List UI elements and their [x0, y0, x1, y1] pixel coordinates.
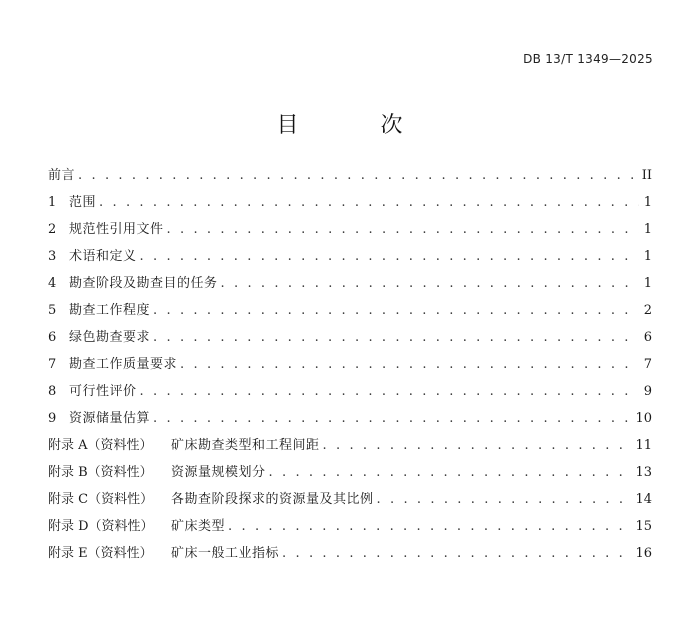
- toc-entry-label: 范围: [69, 195, 97, 210]
- toc-appendix-prefix: 附录 E（资料性）: [48, 546, 153, 561]
- toc-entry-label: 矿床勘查类型和工程间距: [171, 438, 320, 453]
- toc-entry-label: 勘查阶段及勘查目的任务: [69, 276, 218, 291]
- toc-entry-number: 5: [48, 303, 57, 318]
- toc-entry-preface[interactable]: [48, 164, 652, 191]
- toc-leader-dots: [99, 195, 639, 210]
- table-of-contents: [48, 164, 652, 569]
- toc-entry-page: 7: [643, 357, 652, 372]
- toc-entry-label: 勘查工作程度: [69, 303, 151, 318]
- standard-code: DB 13/T 1349—2025: [523, 52, 653, 66]
- toc-entry-section-1[interactable]: [48, 191, 652, 218]
- toc-entry-page: 14: [635, 492, 652, 507]
- toc-entry-section-3[interactable]: [48, 245, 652, 272]
- toc-entry-section-8[interactable]: [48, 380, 652, 407]
- toc-entry-section-7[interactable]: [48, 353, 652, 380]
- toc-entry-page: 1: [643, 222, 652, 237]
- toc-entry-page: 13: [635, 465, 652, 480]
- toc-leader-dots: [377, 492, 633, 507]
- toc-entry-section-9[interactable]: [48, 407, 652, 434]
- toc-entry-page: 11: [635, 438, 652, 453]
- toc-entry-section-6[interactable]: [48, 326, 652, 353]
- toc-appendix-prefix: 附录 B（资料性）: [48, 465, 153, 480]
- toc-entry-section-4[interactable]: [48, 272, 652, 299]
- toc-entry-number: 3: [48, 249, 57, 264]
- toc-appendix-prefix: 附录 D（资料性）: [48, 519, 154, 534]
- toc-leader-dots: [221, 276, 639, 291]
- toc-entry-appendix-d[interactable]: [48, 515, 652, 542]
- toc-entry-label: 各勘查阶段探求的资源量及其比例: [171, 492, 374, 507]
- toc-entry-number: 4: [48, 276, 57, 291]
- toc-entry-page: 1: [643, 195, 652, 210]
- toc-leader-dots: [180, 357, 639, 372]
- toc-entry-appendix-e[interactable]: [48, 542, 652, 569]
- toc-entry-label: 勘查工作质量要求: [69, 357, 178, 372]
- toc-leader-dots: [167, 222, 639, 237]
- toc-entry-section-2[interactable]: [48, 218, 652, 245]
- toc-entry-page: 6: [643, 330, 652, 345]
- toc-entry-label: 术语和定义: [69, 249, 137, 264]
- toc-entry-label: 资源储量估算: [69, 411, 151, 426]
- toc-leader-dots: [269, 465, 633, 480]
- toc-entry-page: 1: [643, 249, 652, 264]
- toc-leader-dots: [228, 519, 632, 534]
- toc-entry-label: 前言: [48, 168, 76, 183]
- toc-entry-number: 1: [48, 195, 57, 210]
- toc-leader-dots: [78, 168, 639, 183]
- toc-entry-page: II: [641, 168, 652, 183]
- toc-leader-dots: [282, 546, 632, 561]
- toc-entry-label: 矿床一般工业指标: [171, 546, 280, 561]
- toc-entry-number: 6: [48, 330, 57, 345]
- toc-leader-dots: [153, 330, 639, 345]
- toc-entry-appendix-b[interactable]: [48, 461, 652, 488]
- toc-title: 目 次: [276, 113, 433, 138]
- toc-entry-label: 规范性引用文件: [69, 222, 164, 237]
- toc-entry-number: 2: [48, 222, 57, 237]
- toc-leader-dots: [153, 303, 639, 318]
- toc-leader-dots: [153, 411, 632, 426]
- toc-appendix-prefix: 附录 C（资料性）: [48, 492, 154, 507]
- toc-leader-dots: [323, 438, 633, 453]
- toc-leader-dots: [140, 384, 639, 399]
- toc-entry-page: 10: [635, 411, 652, 426]
- toc-entry-page: 15: [635, 519, 652, 534]
- toc-entry-number: 7: [48, 357, 57, 372]
- toc-entry-appendix-c[interactable]: [48, 488, 652, 515]
- toc-entry-page: 2: [643, 303, 652, 318]
- toc-entry-number: 8: [48, 384, 57, 399]
- toc-appendix-prefix: 附录 A（资料性）: [48, 438, 153, 453]
- toc-entry-section-5[interactable]: [48, 299, 652, 326]
- toc-leader-dots: [140, 249, 639, 264]
- toc-entry-label: 矿床类型: [171, 519, 226, 534]
- toc-entry-appendix-a[interactable]: [48, 434, 652, 461]
- toc-entry-page: 1: [643, 276, 652, 291]
- toc-entry-page: 9: [643, 384, 652, 399]
- toc-entry-label: 可行性评价: [69, 384, 137, 399]
- toc-entry-label: 资源量规模划分: [171, 465, 266, 480]
- toc-entry-label: 绿色勘查要求: [69, 330, 151, 345]
- toc-entry-page: 16: [635, 546, 652, 561]
- toc-entry-number: 9: [48, 411, 57, 426]
